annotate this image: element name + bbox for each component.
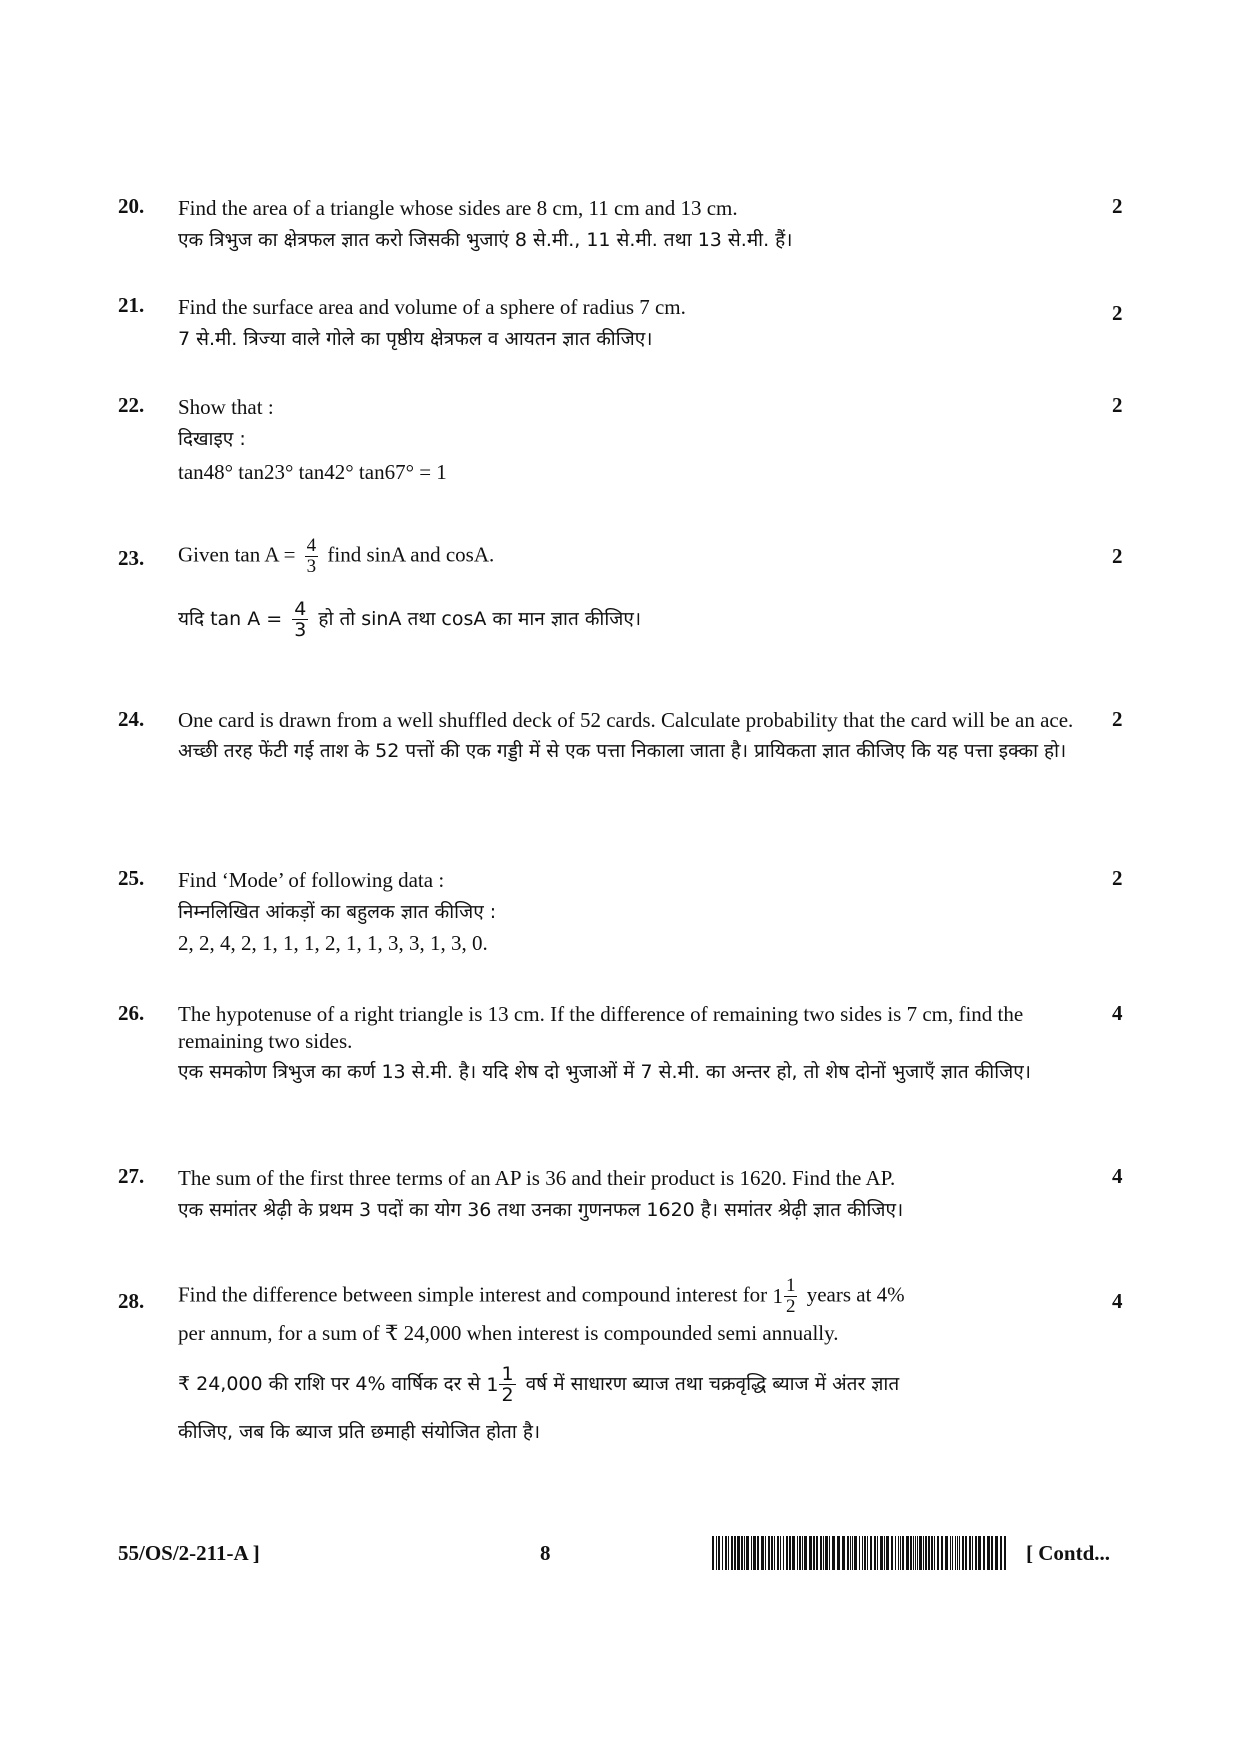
barcode-bar [972, 1536, 973, 1570]
question-number: 26. [118, 1001, 145, 1025]
question-number: 23. [118, 546, 145, 570]
question-text-hi: निम्नलिखित आंकड़ों का बहुलक ज्ञात कीजिए : [178, 901, 497, 923]
barcode-bar [864, 1536, 866, 1570]
barcode-bar [910, 1536, 912, 1570]
question-marks: 2 [1112, 707, 1123, 731]
barcode-bar [771, 1536, 773, 1570]
question-text-en: One card is drawn from a well shuffled deck of 52 cards. Calculate probability that the card will be an ace. [178, 708, 1074, 732]
barcode-bar [1004, 1536, 1006, 1570]
barcode-bar [761, 1536, 764, 1570]
barcode-bar [991, 1536, 993, 1570]
barcode-bar [837, 1536, 840, 1570]
question-number: 27. [118, 1164, 145, 1188]
fraction-numerator: 4 [294, 598, 307, 620]
text-post: find sinA and cosA. [327, 542, 495, 567]
barcode-bar [891, 1536, 893, 1570]
paper-code: 55/OS/2-211-A ] [118, 1541, 260, 1565]
barcode-bar [816, 1536, 818, 1570]
barcode-bar [959, 1536, 960, 1570]
barcode-bar [902, 1536, 904, 1570]
barcode-bar [987, 1536, 990, 1570]
fraction-numerator: 4 [306, 535, 317, 556]
question-text-hi: एक त्रिभुज का क्षेत्रफल ज्ञात करो जिसकी भुजाएं 8 से.मी., 11 से.मी. तथा 13 से.मी. हैं। [178, 229, 793, 251]
barcode-bar [983, 1536, 985, 1570]
barcode-bar [780, 1536, 781, 1570]
mixed-whole: 1 [772, 1284, 783, 1308]
question-text-en: Find ‘Mode’ of following data : [178, 868, 445, 892]
fraction-numerator: 1 [785, 1275, 796, 1296]
barcode-bar [792, 1536, 795, 1570]
question-text-en [178, 536, 1074, 577]
barcode-bar [928, 1536, 930, 1570]
question-number: 24. [118, 707, 145, 731]
text-pre: Find the difference between simple interest and compound interest for [178, 1282, 768, 1307]
question-marks: 4 [1112, 1001, 1123, 1025]
barcode-bar [900, 1536, 901, 1570]
barcode-bar [862, 1536, 863, 1570]
barcode-bar [809, 1536, 812, 1570]
barcode-bar [768, 1536, 770, 1570]
barcode-bar [777, 1536, 779, 1570]
barcode-bar [725, 1536, 727, 1570]
formula: tan48° tan23° tan42° tan67° = 1 [178, 460, 447, 484]
barcode-bar [870, 1536, 872, 1570]
question-text-hi: दिखाइए : [178, 428, 246, 450]
barcode-bar [737, 1536, 740, 1570]
barcode-bar [1000, 1536, 1002, 1570]
barcode-bar [962, 1536, 964, 1570]
barcode-bar [898, 1536, 899, 1570]
barcode-bar [825, 1536, 828, 1570]
barcode-bar [978, 1536, 981, 1570]
barcode-bar [880, 1536, 883, 1570]
barcode-bar [874, 1536, 876, 1570]
barcode-bar [797, 1536, 798, 1570]
barcode-bar [915, 1536, 916, 1570]
question-number: 20. [118, 194, 145, 218]
barcode-bar [934, 1536, 935, 1570]
barcode-bar [804, 1536, 807, 1570]
barcode-bar [829, 1536, 830, 1570]
barcode-bar [820, 1536, 822, 1570]
barcode-bar [945, 1536, 948, 1570]
question-text-en: The hypotenuse of a right triangle is 13 cm. If the difference of remaining two sides is 7 cm, find the remaining two sides. [178, 1002, 1024, 1053]
barcode-bar [789, 1536, 791, 1570]
question-marks: 2 [1112, 393, 1123, 417]
text-pre: यदि tan A = [178, 608, 283, 630]
mixed-fraction [772, 1276, 801, 1317]
data-values: 2, 2, 4, 2, 1, 1, 1, 2, 1, 1, 3, 3, 1, 3, 0. [178, 931, 488, 955]
question-marks: 2 [1112, 194, 1123, 218]
barcode-bar [854, 1536, 857, 1570]
mixed-whole: 1 [486, 1373, 499, 1396]
barcode-bar [906, 1536, 909, 1570]
barcode-bar [731, 1536, 733, 1570]
barcode-bar [884, 1536, 885, 1570]
question-number: 25. [118, 866, 145, 890]
barcode-bar [952, 1536, 953, 1570]
barcode-bar [919, 1536, 922, 1570]
question-text-hi: एक समांतर श्रेढ़ी के प्रथम 3 पदों का योग 36 तथा उनका गुणनफल 1620 है। समांतर श्रेढ़ी ज्ञात कीजिए। [178, 1199, 904, 1221]
fraction [292, 599, 308, 640]
question-text-en: Find the area of a triangle whose sides are 8 cm, 11 cm and 13 cm. [178, 196, 738, 220]
question-marks: 4 [1112, 1164, 1123, 1188]
barcode-bar [941, 1536, 943, 1570]
barcode-bar [722, 1536, 723, 1570]
question-text-hi [178, 599, 1074, 640]
barcode-bar [923, 1536, 924, 1570]
barcode-bar [746, 1536, 749, 1570]
barcode-bar [718, 1536, 720, 1570]
question-marks: 2 [1112, 544, 1123, 568]
barcode-bar [823, 1536, 824, 1570]
barcode-bar [886, 1536, 889, 1570]
barcode-bar [813, 1536, 815, 1570]
question-text-hi: अच्छी तरह फेंटी गई ताश के 52 पत्तों की एक गड्डी में से एक पत्ता निकाला जाता है। प्रायिकता ज्ञात कीजिए कि यह पत्ता इक्का हो। [178, 740, 1067, 762]
barcode-bar [757, 1536, 759, 1570]
fraction [305, 536, 319, 577]
question-number: 21. [118, 293, 145, 317]
barcode-bar [995, 1536, 998, 1570]
barcode-bar [917, 1536, 918, 1570]
question-text-hi: एक समकोण त्रिभुज का कर्ण 13 से.मी. है। यदि शेष दो भुजाओं में 7 से.मी. का अन्तर हो, तो शेष दोनों भुजाएँ ज्ञात कीजिए। [178, 1061, 1031, 1083]
barcode-bar [975, 1536, 977, 1570]
fraction [784, 1276, 798, 1317]
barcode-bar [774, 1536, 775, 1570]
barcode-bar [852, 1536, 853, 1570]
barcode-bar [783, 1536, 784, 1570]
barcode-bar [765, 1536, 766, 1570]
barcode-bar [786, 1536, 788, 1570]
barcode-image [712, 1536, 1012, 1570]
text-pre: Given tan A = [178, 542, 296, 567]
contd-label: [ Contd... [1026, 1541, 1111, 1565]
barcode-bar [955, 1536, 956, 1570]
question-text-en: The sum of the first three terms of an AP is 36 and their product is 1620. Find the AP. [178, 1166, 896, 1190]
barcode-bar [741, 1536, 743, 1570]
barcode-bar [799, 1536, 801, 1570]
fraction [499, 1364, 515, 1405]
text-pre: ₹ 24,000 की राशि पर 4% वार्षिक दर से [178, 1373, 481, 1395]
barcode-bar [728, 1536, 729, 1570]
text-post: हो तो sinA तथा cosA का मान ज्ञात कीजिए। [318, 608, 642, 630]
barcode-bar [931, 1536, 933, 1570]
barcode-bar [969, 1536, 971, 1570]
barcode-bar [832, 1536, 835, 1570]
question-text-hi [178, 1364, 1074, 1405]
question-marks: 2 [1112, 301, 1123, 325]
barcode-bar [937, 1536, 939, 1570]
question-text-hi: 7 से.मी. त्रिज्या वाले गोले का पृष्ठीय क्षेत्रफल व आयतन ज्ञात कीजिए। [178, 328, 653, 350]
barcode-bar [847, 1536, 849, 1570]
question-text-en: Show that : [178, 395, 274, 419]
barcode-bar [925, 1536, 927, 1570]
barcode-bar [751, 1536, 752, 1570]
question-text-hi-line2: कीजिए, जब कि ब्याज प्रति छमाही संयोजित होता है। [178, 1421, 541, 1443]
barcode-bar [877, 1536, 878, 1570]
fraction-denominator: 3 [294, 619, 307, 641]
question-text-en-line2: per annum, for a sum of ₹ 24,000 when interest is compounded semi annually. [178, 1321, 839, 1345]
question-number: 22. [118, 393, 145, 417]
barcode-bar [850, 1536, 851, 1570]
fraction-denominator: 2 [501, 1384, 514, 1406]
barcode-bar [950, 1536, 951, 1570]
barcode-bar [957, 1536, 958, 1570]
barcode-bar [716, 1536, 717, 1570]
question-text-en [178, 1276, 1074, 1317]
barcode-bar [734, 1536, 736, 1570]
fraction-denominator: 2 [785, 1296, 796, 1317]
question-marks: 2 [1112, 866, 1123, 890]
barcode-bar [802, 1536, 803, 1570]
barcode-bar [753, 1536, 756, 1570]
barcode-bar [867, 1536, 868, 1570]
question-number: 28. [118, 1289, 145, 1313]
barcode-bar [895, 1536, 896, 1570]
barcode-bar [744, 1536, 745, 1570]
barcode-bar [913, 1536, 914, 1570]
barcode-bar [965, 1536, 967, 1570]
barcode-bar [859, 1536, 860, 1570]
mixed-fraction [486, 1364, 519, 1405]
text-post: वर्ष में साधारण ब्याज तथा चक्रवृद्धि ब्याज में अंतर ज्ञात [525, 1373, 900, 1395]
question-marks: 4 [1112, 1289, 1123, 1313]
question-text-en: Find the surface area and volume of a sphere of radius 7 cm. [178, 295, 686, 319]
fraction-denominator: 3 [306, 556, 317, 577]
fraction-numerator: 1 [501, 1363, 514, 1385]
page-number: 8 [540, 1541, 551, 1565]
barcode-bar [712, 1536, 714, 1570]
text-post: years at 4% [806, 1282, 905, 1307]
barcode-bar [842, 1536, 845, 1570]
